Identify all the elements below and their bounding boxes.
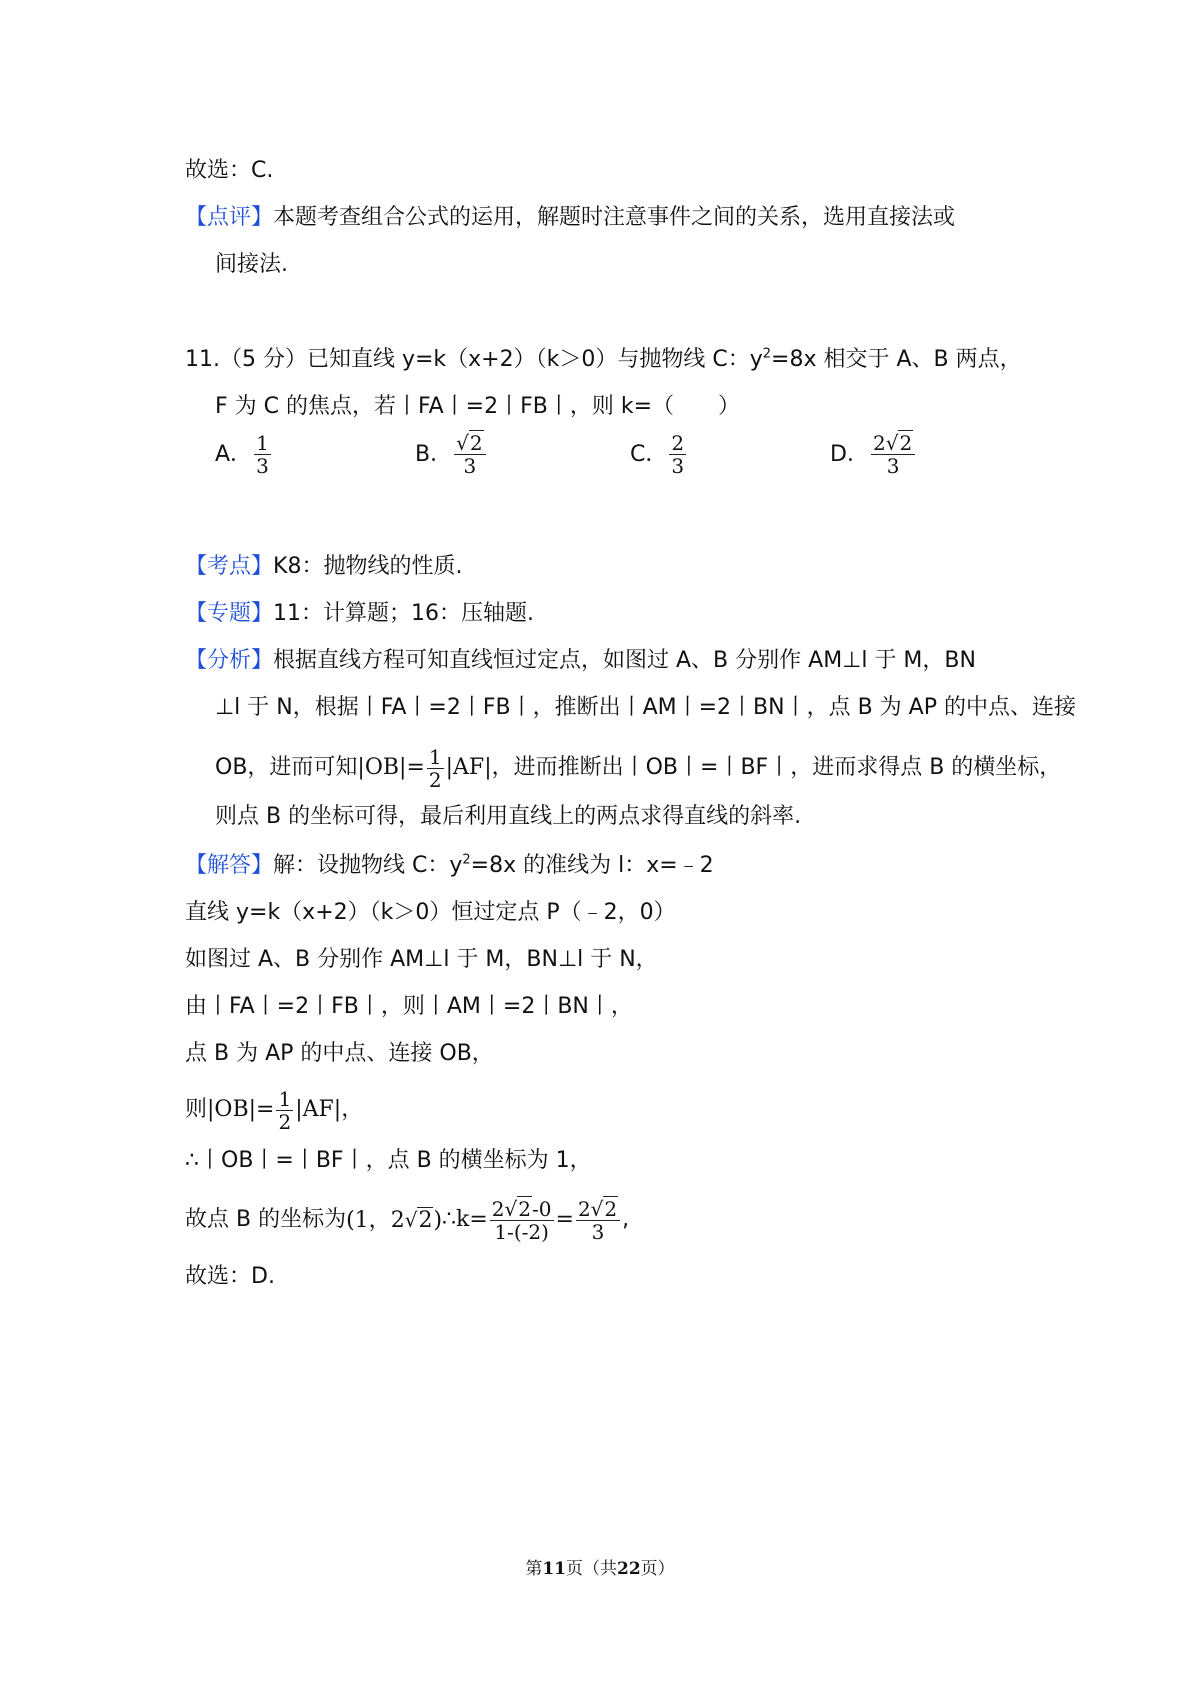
option-a-numerator: 1 — [256, 431, 269, 455]
page-footer — [0, 1554, 1200, 1579]
slope-fraction-2: $\frac{2√2}{3}$ — [576, 1198, 620, 1243]
equals-sign: = — [555, 1207, 574, 1232]
option-b — [415, 432, 488, 477]
jieda-line-9: 故选：D. — [185, 1264, 275, 1289]
jieda-line-2: 直线 y=k（x+2）（k＞0）恒过定点 P（﹣2，0） — [185, 900, 676, 925]
option-c-label: C． — [630, 441, 668, 467]
jieda-tag: 【解答】 — [185, 853, 274, 878]
footer-pre: 第 — [525, 1559, 543, 1579]
kaodian-tag: 【考点】 — [185, 554, 274, 579]
jieda-line-4: 由丨FA丨=2丨FB丨，则丨AM丨=2丨BN丨， — [185, 994, 633, 1019]
jieda-line-1 — [185, 851, 714, 881]
slope2-denominator: 3 — [591, 1219, 605, 1244]
fenxi-line-3 — [215, 740, 1061, 796]
fenxi-denominator: 2 — [428, 767, 442, 792]
option-c — [630, 432, 688, 477]
jieda-line-5: 点 B 为 AP 的中点、连接 OB， — [185, 1041, 494, 1066]
fenxi-text-3a: OB，进而可知 — [215, 755, 358, 780]
slope1-rest: -0 — [532, 1196, 552, 1221]
option-c-fraction — [669, 432, 686, 477]
jieda-line-3: 如图过 A、B 分别作 AM⊥l 于 M，BN⊥l 于 N， — [185, 947, 658, 972]
review-tag: 【点评】 — [185, 205, 274, 230]
slope-fraction-1: $\frac{2√2-0}{1-(-2)}$ — [491, 1196, 552, 1244]
slope1-radicand: 2 — [518, 1196, 532, 1221]
option-a-label: A． — [215, 441, 253, 467]
jieda-line-8 — [185, 1190, 629, 1250]
question-11-stem-1 — [185, 345, 1022, 375]
fenxi-text-1: 根据直线方程可知直线恒过定点，如图过 A、B 分别作 AM⊥l 于 M，BN — [273, 648, 976, 673]
fenxi-line-4: 则点 B 的坐标可得，最后利用直线上的两点求得直线的斜率. — [215, 804, 802, 829]
option-b-label: B． — [415, 441, 453, 467]
point-b-coordinate: (1，2√2) — [346, 1207, 443, 1233]
jieda-text-8a: 故点 B 的坐标为 — [185, 1207, 347, 1232]
option-d-fraction: $\frac{2√2}{3}$ — [871, 432, 915, 477]
jieda-fraction-half — [276, 1088, 293, 1133]
option-d-coefficient: 2 — [872, 431, 886, 455]
option-d-label: D． — [830, 441, 869, 467]
jieda-text-8-end: , — [622, 1207, 630, 1232]
slope2-radicand: 2 — [604, 1196, 618, 1221]
footer-mid: 页（共 — [566, 1559, 617, 1579]
point-coef: 2 — [390, 1207, 405, 1233]
slope2-coef: 2 — [577, 1196, 591, 1221]
jieda-half-numerator: 1 — [278, 1086, 292, 1111]
option-a-denominator: 3 — [256, 454, 269, 478]
fenxi-tag: 【分析】 — [185, 648, 274, 673]
jieda-text-1a: 解：设抛物线 C：y — [273, 853, 463, 878]
jieda-abs-ob: |OB|= — [207, 1097, 275, 1122]
option-a-fraction — [254, 432, 271, 477]
slope1-coef: 2 — [491, 1196, 505, 1221]
stem-superscript: 2 — [762, 346, 772, 362]
fenxi-line-1 — [185, 646, 976, 676]
jieda-abs-af: |AF| — [295, 1097, 342, 1122]
therefore-k: ∴k= — [442, 1207, 488, 1232]
review-line-2: 间接法. — [215, 252, 288, 277]
fenxi-abs-af: |AF| — [445, 755, 492, 780]
option-b-denominator: 3 — [463, 454, 477, 478]
fenxi-fraction — [427, 746, 444, 791]
slope1-denominator: 1-(-2) — [494, 1219, 549, 1244]
zhuanti-line — [185, 599, 534, 629]
option-b-fraction: $\frac{√2}{3}$ — [454, 432, 485, 477]
prev-conclusion: 故选：C. — [185, 158, 274, 183]
point-radicand: 2 — [418, 1207, 433, 1233]
jieda-text-6b: ， — [341, 1097, 364, 1122]
point-close: ) — [433, 1207, 443, 1233]
stem-text-b: =8x 相交于 A、B 两点， — [771, 347, 1022, 372]
footer-page-number: 11 — [542, 1559, 566, 1579]
jieda-text-1b: =8x 的准线为 l：x=﹣2 — [470, 853, 714, 878]
jieda-line-6 — [185, 1082, 363, 1138]
jieda-text-6a: 则 — [185, 1097, 208, 1122]
footer-total-pages: 22 — [617, 1559, 641, 1579]
zhuanti-text: 11：计算题；16：压轴题. — [273, 601, 534, 626]
footer-post: 页） — [640, 1559, 675, 1579]
zhuanti-tag: 【专题】 — [185, 601, 274, 626]
fenxi-line-2: ⊥l 于 N，根据丨FA丨=2丨FB丨，推断出丨AM丨=2丨BN丨，点 B 为 AP 的中点、连接 — [215, 695, 1076, 720]
fenxi-abs-ob: |OB|= — [357, 755, 425, 780]
kaodian-text: K8：抛物线的性质. — [273, 554, 463, 579]
stem-text-a: 11.（5 分）已知直线 y=k（x+2）（k＞0）与抛物线 C：y — [185, 347, 763, 372]
option-a — [215, 432, 273, 477]
question-11-stem-2: F 为 C 的焦点，若丨FA丨=2丨FB丨，则 k=（ ） — [215, 394, 741, 419]
option-c-denominator: 3 — [671, 454, 685, 478]
point-open: (1， — [346, 1207, 391, 1233]
fenxi-text-3b: ，进而推断出丨OB丨=丨BF丨，进而求得点 B 的横坐标， — [491, 755, 1062, 780]
jieda-half-denominator: 2 — [278, 1109, 292, 1134]
review-line-1 — [185, 203, 955, 233]
option-d-denominator: 3 — [886, 454, 900, 478]
jieda-line-7: ∴丨OB丨=丨BF丨，点 B 的横坐标为 1， — [185, 1148, 592, 1173]
jieda-superscript: 2 — [462, 852, 471, 868]
fenxi-numerator: 1 — [428, 744, 442, 769]
option-b-radicand: 2 — [469, 431, 483, 455]
option-d — [830, 432, 917, 477]
review-text-1: 本题考查组合公式的运用，解题时注意事件之间的关系，选用直接法或 — [273, 205, 956, 230]
kaodian-line — [185, 552, 462, 582]
option-d-radicand: 2 — [899, 431, 913, 455]
option-c-numerator: 2 — [671, 431, 685, 455]
